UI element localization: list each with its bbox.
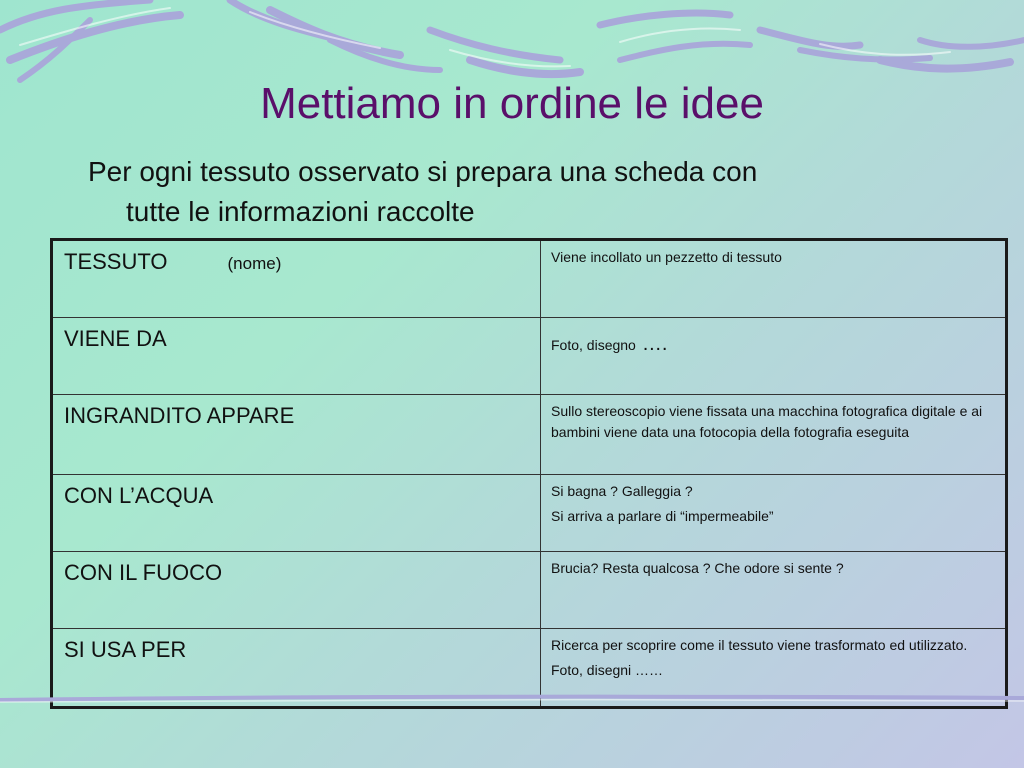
- description-line: Sullo stereoscopio viene fissata una macchina fotografica digitale e ai bambini viene data una fotocopia della fotografia eseguita: [551, 403, 983, 440]
- description-line: [551, 334, 995, 356]
- table-row: [52, 395, 1007, 475]
- row-description: [541, 395, 1007, 475]
- intro-line-1: Per ogni tessuto osservato si prepara una scheda con: [88, 156, 758, 187]
- fabric-info-sheet: [50, 238, 1008, 709]
- row-label: INGRANDITO APPARE: [52, 395, 541, 475]
- intro-line-2: tutte le informazioni raccolte: [126, 196, 475, 227]
- description-line: Brucia? Resta qualcosa ? Che odore si sente ?: [551, 560, 844, 576]
- row-label: CON IL FUOCO: [52, 552, 541, 629]
- row-description: [541, 318, 1007, 395]
- slide-title: Mettiamo in ordine le idee: [260, 79, 764, 128]
- description-line: Foto, disegni ……: [551, 662, 664, 678]
- row-label: SI USA PER: [52, 629, 541, 708]
- description-dots: ….: [641, 333, 668, 355]
- intro-text: [88, 152, 968, 232]
- row-label: [52, 240, 541, 318]
- description-line: Si bagna ? Galleggia ?: [551, 483, 693, 499]
- table-row: [52, 240, 1007, 318]
- description-line: Ricerca per scoprire come il tessuto viene trasformato ed utilizzato.: [551, 637, 968, 653]
- row-description: [541, 240, 1007, 318]
- bottom-divider-decoration: [0, 692, 1024, 708]
- row-description: [541, 552, 1007, 629]
- description-line: Si arriva a parlare di “impermeabile”: [551, 508, 774, 524]
- row-label-text: TESSUTO: [64, 249, 168, 274]
- description-line: Viene incollato un pezzetto di tessuto: [551, 249, 782, 265]
- table-row: [52, 475, 1007, 552]
- table-row: [52, 552, 1007, 629]
- description-text: Foto, disegno: [551, 337, 636, 353]
- row-description: [541, 475, 1007, 552]
- row-label: VIENE DA: [52, 318, 541, 395]
- row-label: CON L’ACQUA: [52, 475, 541, 552]
- table-row: [52, 318, 1007, 395]
- row-label-note: (nome): [227, 254, 282, 273]
